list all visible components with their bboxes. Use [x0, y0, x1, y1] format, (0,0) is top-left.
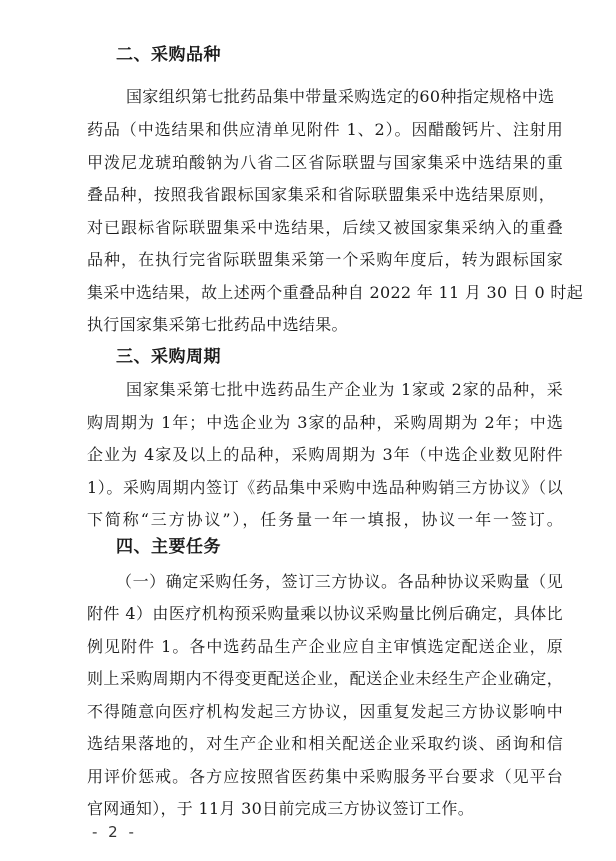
paragraph-line: 叠品种，按照我省跟标国家集采和省际联盟集采中选结果原则， [87, 185, 555, 204]
paragraph-line: 集采中选结果，故上述两个重叠品种自 2022 年 11 月 30 日 0 时起 [87, 283, 584, 302]
section-heading-main-tasks: 四、主要任务 [116, 537, 221, 557]
paragraph-line: 不得随意向医疗机构发起三方协议，因重复发起三方协议影响中 [87, 702, 563, 721]
paragraph-line: 企业为 4家及以上的品种，采购周期为 3年（中选企业数见附件 [87, 445, 563, 464]
paragraph-line: 购周期为 1年；中选企业为 3家的品种，采购周期为 2年；中选 [87, 413, 563, 432]
paragraph-line: 执行国家集采第七批药品中选结果。 [87, 315, 348, 334]
paragraph-line: 下简称“三方协议”），任务量一年一填报，协议一年一签订。 [87, 510, 563, 529]
paragraph-line: 国家集采第七批中选药品生产企业为 1家或 2家的品种，采 [126, 380, 563, 399]
paragraph-line: 官网通知），于 11月 30日前完成三方协议签订工作。 [87, 799, 474, 818]
paragraph-line: 国家组织第七批药品集中带量采购选定的60种指定规格中选 [126, 87, 555, 106]
paragraph-line: 1）。采购周期内签订《药品集中采购中选品种购销三方协议》（以 [87, 478, 563, 497]
paragraph-line: 用评价惩戒。各方应按照省医药集中采购服务平台要求（见平台 [87, 767, 563, 786]
paragraph-line: 附件 4）由医疗机构预采购量乘以协议采购量比例后确定，具体比 [87, 604, 563, 623]
paragraph-line: 药品（中选结果和供应清单见附件 1、2）。因醋酸钙片、注射用 [87, 120, 563, 139]
page-number: - 2 - [92, 823, 137, 841]
paragraph-line: 对已跟标省际联盟集采中选结果，后续又被国家集采纳入的重叠 [87, 218, 563, 237]
paragraph-line: 例见附件 1。各中选药品生产企业应自主审慎选定配送企业，原 [87, 637, 563, 656]
paragraph-line: 甲泼尼龙琥珀酸钠为八省二区省际联盟与国家集采中选结果的重 [87, 153, 563, 172]
section-heading-procurement-varieties: 二、采购品种 [116, 45, 221, 65]
paragraph-line: 选结果落地的，对生产企业和相关配送企业采取约谈、函询和信 [87, 734, 563, 753]
section-heading-procurement-cycle: 三、采购周期 [116, 347, 221, 367]
paragraph-line: 则上采购周期内不得变更配送企业，配送企业未经生产企业确定， [87, 669, 563, 688]
paragraph-line: 品种，在执行完省际联盟集采第一个采购年度后，转为跟标国家 [87, 250, 563, 269]
paragraph-line: （一）确定采购任务，签订三方协议。各品种协议采购量（见 [116, 572, 563, 591]
